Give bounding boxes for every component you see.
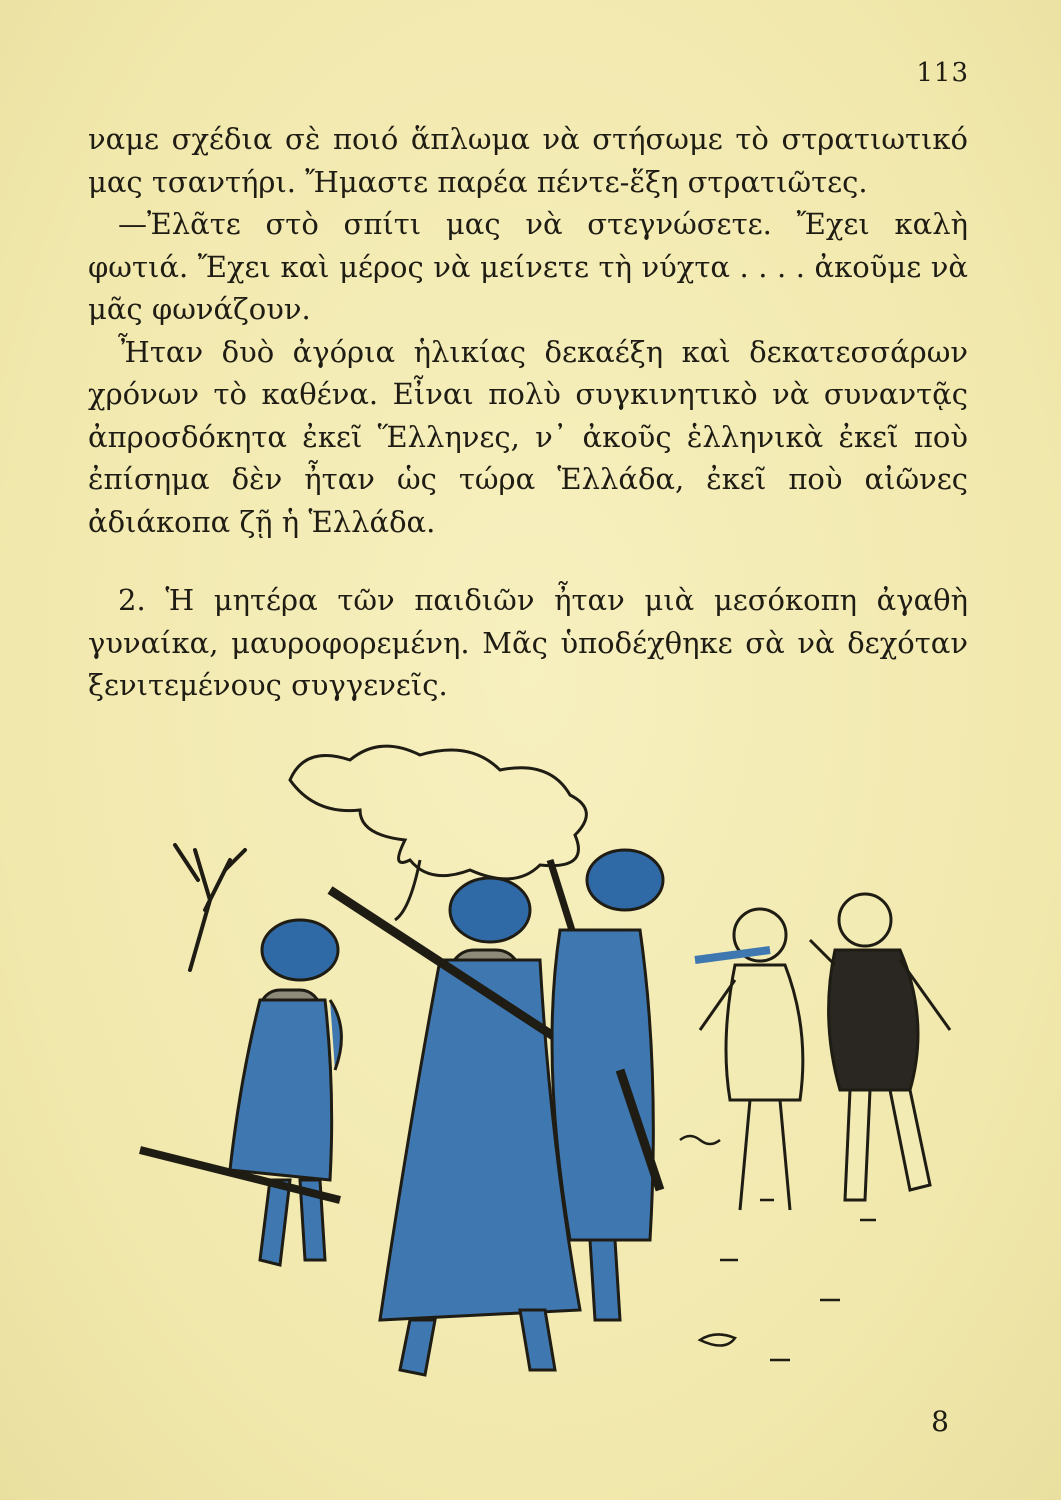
page-number: 113 [916, 58, 969, 88]
paragraph-boys: Ἦταν δυὸ ἀγόρια ἡλικίας δεκαέξη καὶ δεκατεσσάρων χρόνων τὸ καθένα. Εἶναι πολὺ συγκινητικὸ νὰ συναντᾷς ἀπροσδόκητα ἐκεῖ Ἕλληνες, ν᾽ ἀκοῦς ἑλληνικὰ ἐκεῖ ποὺ ἐπίσημα δὲν ἦταν ὡς τώρα Ἑλλάδα, ἐκεῖ ποὺ αἰῶνες ἀδιάκοπα ζῇ ἡ Ἑλλάδα. [88, 334, 968, 539]
signature-mark: 8 [931, 1405, 949, 1438]
soldier-center [330, 878, 590, 1375]
cloud-shape [290, 746, 586, 879]
boy-right [810, 894, 950, 1200]
soldier-left [140, 920, 341, 1265]
paragraph-continuation: ναμε σχέδια σὲ ποιό ἅπλωμα νὰ στήσωμε τὸ στρατιωτικό μας τσαντήρι. Ἤμαστε παρέα πέντε-ἕξη στρατιῶτες. [88, 122, 968, 199]
body-text [88, 118, 968, 707]
paragraph-dialogue: —Ἐλᾶτε στὸ σπίτι μας νὰ στεγνώσετε. Ἔχει καλὴ φωτιά. Ἔχει καὶ μέρος νὰ μείνετε τὴ νύχτα . . . . ἀκοῦμε νὰ μᾶς φωνάζουν. [88, 207, 968, 326]
soldiers-illustration [120, 740, 980, 1400]
boy-left [695, 909, 803, 1210]
bare-tree [175, 845, 245, 970]
cloud-tail [395, 860, 420, 920]
paragraph-section-2: 2. Ἡ μητέρα τῶν παιδιῶν ἦταν μιὰ μεσόκοπη ἀγαθὴ γυναίκα, μαυροφορεμένη. Μᾶς ὑποδέχθηκε σὰ νὰ δεχόταν ξενιτεμένους συγγενεῖς. [88, 583, 968, 702]
